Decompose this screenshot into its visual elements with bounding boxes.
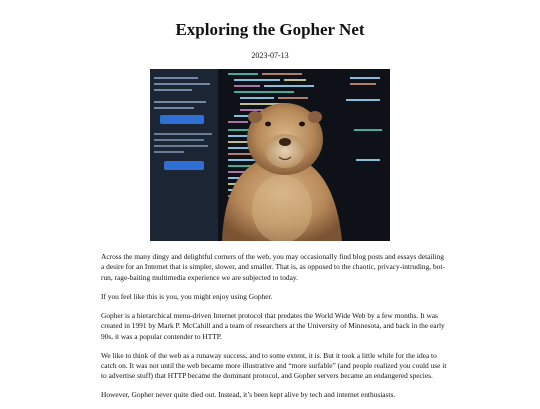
paragraph: If you feel like this is you, you might enjoy using Gopher. [101,291,273,301]
paragraph: Gopher is a hierarchical menu-driven Internet protocol that predates the World Wide Web by a few months. It was created in 1991 by Mark P. McCahill and a team of researchers at the University of Minnesota, and back in the early 90s, it was a popular contender to HTTP. [101,310,445,341]
hero-image [150,69,390,241]
article-body [101,252,447,409]
paragraph: We like to think of the web as a runaway success, and to some extent, it is. But it took a little while for the idea to catch on. It was not until the web became more illustrative and “more surfable” (and people realized you could use it to advertise stuff) that HTTP became the dominant protocol, and Gopher servers became an endangered species. [101,350,447,381]
page-title: Exploring the Gopher Net [175,20,365,39]
paragraph: Across the many dingy and delightful corners of the web, you may occasionally find blog posts and essays detailing a desire for an Internet that is simpler, slower, and smaller. That is, as opposed to the chaotic, privacy-intruding, bot-run, rage-baiting multimedia experience we are subjected to today. [101,252,445,282]
paragraph: However, Gopher never quite died out. Instead, it’s been kept alive by tech and internet enthusiasts. [101,390,396,400]
gopher-photo-illustration [150,69,390,241]
post-date: 2023-07-13 [251,51,289,60]
